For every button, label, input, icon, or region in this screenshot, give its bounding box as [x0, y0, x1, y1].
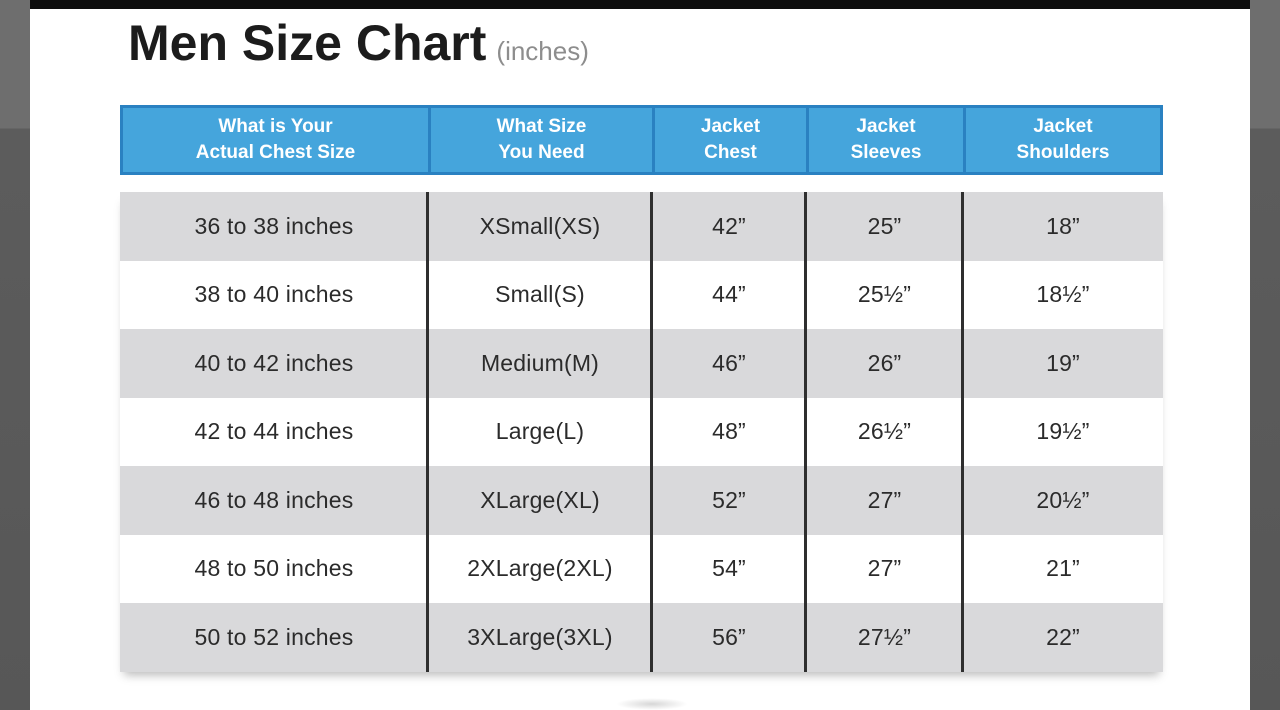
page-title [128, 14, 589, 72]
header-body-gap [120, 175, 1163, 192]
cell-jacket-sleeves: 26½” [857, 418, 912, 445]
cell-jacket-chest: 54” [712, 555, 746, 582]
table-row [120, 603, 1163, 672]
cell-jacket-chest: 42” [712, 212, 746, 239]
page-title-unit-suffix: (inches) [496, 36, 589, 66]
table-row [120, 466, 1163, 535]
table-body [120, 192, 1163, 672]
table-row [120, 398, 1163, 467]
column-header-line: What Size [496, 116, 587, 137]
column-header-line: Chest [704, 142, 757, 163]
cell-size-name: XSmall(XS) [479, 212, 601, 239]
cell-size-name: XLarge(XL) [480, 486, 600, 513]
cell-jacket-sleeves: 27½” [857, 623, 912, 650]
column-header-jacket-sleeves [806, 108, 963, 172]
left-edge-bar [0, 0, 30, 710]
cell-size-name: Small(S) [495, 281, 585, 308]
column-header-line: Jacket [1033, 116, 1093, 137]
cell-jacket-shoulders: 18” [1046, 212, 1080, 239]
table-row [120, 192, 1163, 261]
cell-jacket-shoulders: 21” [1046, 555, 1080, 582]
cell-jacket-chest: 44” [712, 281, 746, 308]
column-divider [961, 192, 964, 672]
column-header-line: Actual Chest Size [195, 142, 356, 163]
cell-chest-range: 38 to 40 inches [194, 281, 354, 308]
column-header-line: Jacket [700, 116, 761, 137]
cell-jacket-sleeves: 25½” [857, 281, 912, 308]
cropped-artifact [616, 698, 688, 710]
cell-size-name: Medium(M) [480, 349, 600, 376]
column-divider [650, 192, 653, 672]
size-chart-table [120, 105, 1163, 672]
column-header-line: Sleeves [850, 142, 922, 163]
cell-chest-range: 46 to 48 inches [194, 486, 354, 513]
cell-jacket-shoulders: 19” [1046, 349, 1080, 376]
cell-chest-range: 42 to 44 inches [194, 418, 354, 445]
column-header-line: Shoulders [1016, 142, 1110, 163]
cell-jacket-sleeves: 25” [867, 212, 902, 239]
table-row [120, 329, 1163, 398]
column-header-actual-chest-size [123, 108, 428, 172]
column-header-line: Jacket [856, 116, 916, 137]
column-header-line: What is Your [218, 116, 333, 137]
cell-jacket-chest: 46” [712, 349, 746, 376]
cell-chest-range: 50 to 52 inches [194, 623, 354, 650]
column-divider [804, 192, 807, 672]
table-header-row [120, 105, 1163, 175]
right-edge-bar [1250, 0, 1280, 710]
cell-chest-range: 36 to 38 inches [194, 212, 354, 239]
column-divider [426, 192, 429, 672]
cell-size-name: 3XLarge(3XL) [467, 623, 613, 650]
table-row [120, 535, 1163, 604]
column-header-line: You Need [498, 142, 585, 163]
cell-size-name: Large(L) [495, 418, 585, 445]
cell-jacket-shoulders: 19½” [1036, 418, 1090, 445]
page-title-text: Men Size Chart [128, 15, 487, 71]
column-header-jacket-shoulders [963, 108, 1160, 172]
cell-chest-range: 40 to 42 inches [194, 349, 354, 376]
cell-jacket-shoulders: 18½” [1036, 281, 1090, 308]
cell-jacket-shoulders: 20½” [1036, 486, 1090, 513]
cell-jacket-chest: 48” [712, 418, 746, 445]
cell-jacket-shoulders: 22” [1046, 623, 1080, 650]
cell-chest-range: 48 to 50 inches [194, 555, 354, 582]
table-row [120, 261, 1163, 330]
column-header-size-you-need [428, 108, 652, 172]
cell-jacket-chest: 56” [712, 623, 746, 650]
cell-jacket-sleeves: 27” [867, 555, 902, 582]
cell-jacket-sleeves: 27” [867, 486, 902, 513]
cell-jacket-sleeves: 26” [867, 349, 902, 376]
top-black-strip [30, 0, 1250, 9]
column-header-jacket-chest [652, 108, 806, 172]
cell-size-name: 2XLarge(2XL) [467, 555, 613, 582]
cell-jacket-chest: 52” [712, 486, 746, 513]
